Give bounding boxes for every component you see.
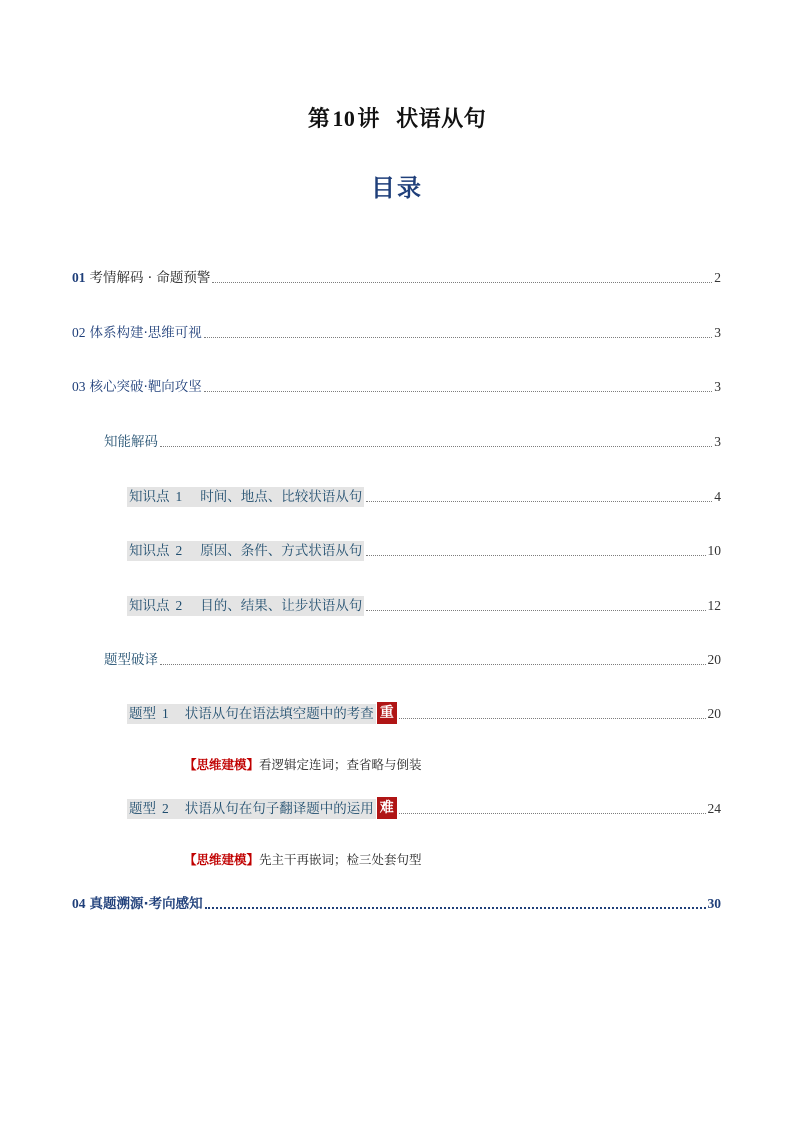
kp-label: 知识点	[129, 489, 170, 505]
toc-entry-kp3[interactable]	[127, 596, 721, 616]
toc-entry-title: 目的、结果、让步状语从句	[200, 598, 363, 614]
title-prefix: 第	[307, 107, 331, 132]
thinking-model-text: 先主干再嵌词；检三处套句型	[259, 852, 422, 867]
dot-leader	[160, 664, 706, 665]
toc-page-number: 24	[707, 801, 721, 816]
dot-leader	[212, 282, 712, 283]
toc-entry-number: 03	[72, 379, 86, 394]
toc-entry-title: 考情解码 · 命题预警	[89, 270, 211, 286]
toc-entry-title: 核心突破·靶向攻坚	[89, 379, 202, 395]
dot-leader	[160, 446, 712, 447]
kp-number: 2	[175, 598, 183, 613]
type-label: 题型	[129, 801, 156, 817]
kp-label-box	[127, 541, 364, 561]
thinking-model-2	[184, 850, 422, 868]
dot-leader	[204, 337, 712, 338]
toc-page-number: 3	[714, 325, 721, 340]
type-number: 1	[162, 706, 169, 721]
toc-page-number: 12	[707, 598, 721, 613]
toc-heading: 目录	[371, 174, 423, 202]
toc-entry-title: 知能解码	[104, 434, 158, 450]
toc-page-number: 4	[714, 489, 721, 504]
toc-entry-03[interactable]	[72, 377, 721, 397]
kp-number: 2	[175, 543, 183, 558]
thinking-model-tag: 【思维建模】	[184, 852, 260, 867]
type-label: 题型	[129, 706, 156, 722]
dot-leader	[366, 555, 705, 556]
thinking-model-1	[184, 755, 422, 773]
dot-leader	[205, 907, 706, 909]
kp-label-box	[127, 487, 364, 507]
toc-page-number: 3	[714, 379, 721, 394]
type-label-box	[127, 704, 376, 724]
toc-page-number: 3	[714, 434, 721, 449]
toc-entry-types[interactable]	[104, 650, 721, 670]
thinking-model-tag: 【思维建模】	[184, 757, 260, 772]
toc-entry-number: 02	[72, 325, 86, 340]
key-badge: 重	[377, 702, 397, 724]
toc-entry-title: 体系构建·思维可视	[89, 325, 202, 341]
type-label-box	[127, 799, 376, 819]
toc-entry-kp1[interactable]	[127, 487, 721, 507]
kp-number: 1	[175, 489, 183, 504]
toc-entry-type2[interactable]	[127, 799, 721, 819]
toc-entry-kp2[interactable]	[127, 541, 721, 561]
toc-entry-title: 真题溯源·考向感知	[89, 896, 203, 912]
toc-page-number: 2	[714, 270, 721, 285]
dot-leader	[399, 813, 706, 814]
toc-entry-number: 01	[72, 270, 86, 285]
dot-leader	[366, 501, 712, 502]
toc-page-number: 10	[707, 543, 721, 558]
toc-entry-02[interactable]	[72, 323, 721, 343]
dot-leader	[366, 610, 705, 611]
thinking-model-text: 看逻辑定连词；查省略与倒装	[259, 757, 422, 772]
title-suffix: 讲 状语从句	[357, 107, 487, 132]
toc-page-number: 30	[707, 896, 721, 911]
toc-entry-knowledge[interactable]	[104, 432, 721, 452]
toc-entry-01[interactable]	[72, 268, 721, 288]
kp-label: 知识点	[129, 598, 170, 614]
toc-entry-title: 题型破译	[104, 652, 158, 668]
toc-entry-title: 状语从句在句子翻译题中的运用	[184, 801, 374, 817]
toc-page-number: 20	[707, 652, 721, 667]
dot-leader	[204, 391, 712, 392]
lecture-title	[0, 102, 794, 133]
title-number: 10	[332, 106, 356, 131]
difficult-badge: 难	[377, 797, 397, 819]
dot-leader	[399, 718, 706, 719]
toc-entry-type1[interactable]	[127, 704, 721, 724]
toc-entry-title: 状语从句在语法填空题中的考查	[184, 706, 374, 722]
toc-page-number: 20	[707, 706, 721, 721]
toc-entry-04[interactable]	[72, 894, 721, 914]
kp-label: 知识点	[129, 543, 170, 559]
toc-entry-title: 原因、条件、方式状语从句	[200, 543, 363, 559]
toc-entry-title: 时间、地点、比较状语从句	[200, 489, 363, 505]
toc-entry-number: 04	[72, 896, 86, 911]
type-number: 2	[162, 801, 169, 816]
kp-label-box	[127, 596, 364, 616]
